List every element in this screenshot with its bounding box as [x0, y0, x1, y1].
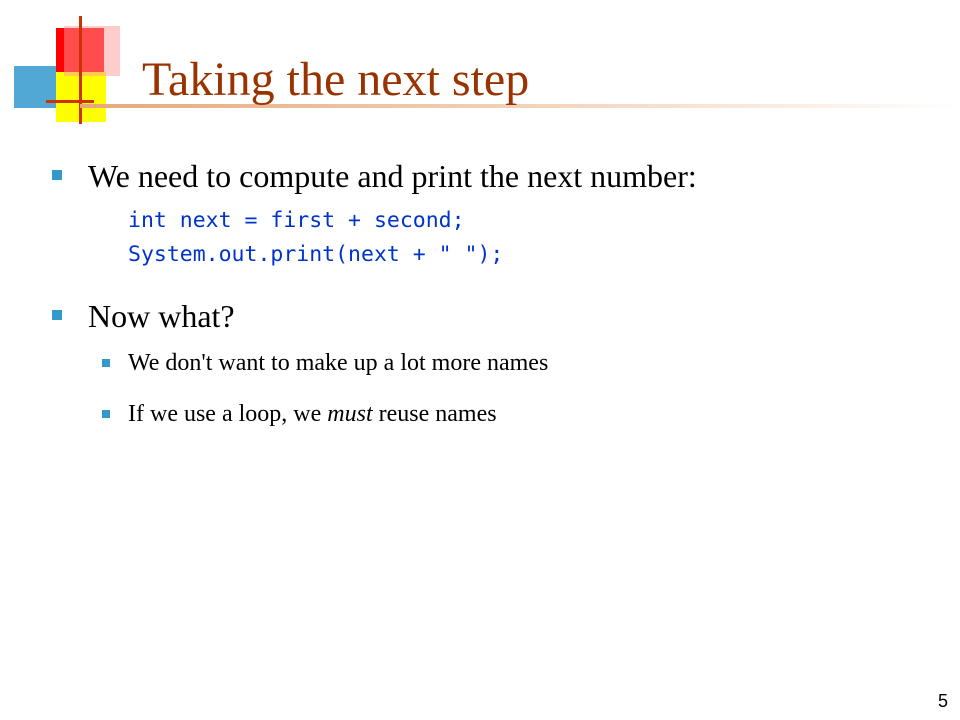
code-line-1: int next = first + second;: [128, 208, 465, 233]
logo-horizontal-line: [46, 100, 94, 103]
bullet-2-text: Now what?: [88, 298, 235, 334]
square-bullet-icon: [52, 310, 62, 320]
sub-bullet-2-after: reuse names: [372, 401, 497, 427]
sub-bullet-2-before: If we use a loop, we: [128, 401, 328, 427]
sub-bullet-2-text: [128, 399, 497, 429]
bullet-1-text: We need to compute and print the next number:: [88, 158, 697, 194]
sub-bullet-1-text: We don't want to make up a lot more names: [128, 350, 549, 376]
square-bullet-icon: [102, 359, 110, 367]
code-block: [128, 204, 503, 272]
square-bullet-icon: [102, 410, 110, 418]
code-line-2: System.out.print(next + " ");: [128, 242, 504, 267]
logo-squares-icon: [0, 0, 160, 150]
square-bullet-icon: [52, 170, 62, 180]
sub-bullet-2-emphasis: must: [327, 401, 373, 427]
slide-title: Taking the next step: [142, 53, 530, 106]
logo-pink-square: [64, 26, 120, 76]
page-number: 5: [937, 691, 948, 711]
